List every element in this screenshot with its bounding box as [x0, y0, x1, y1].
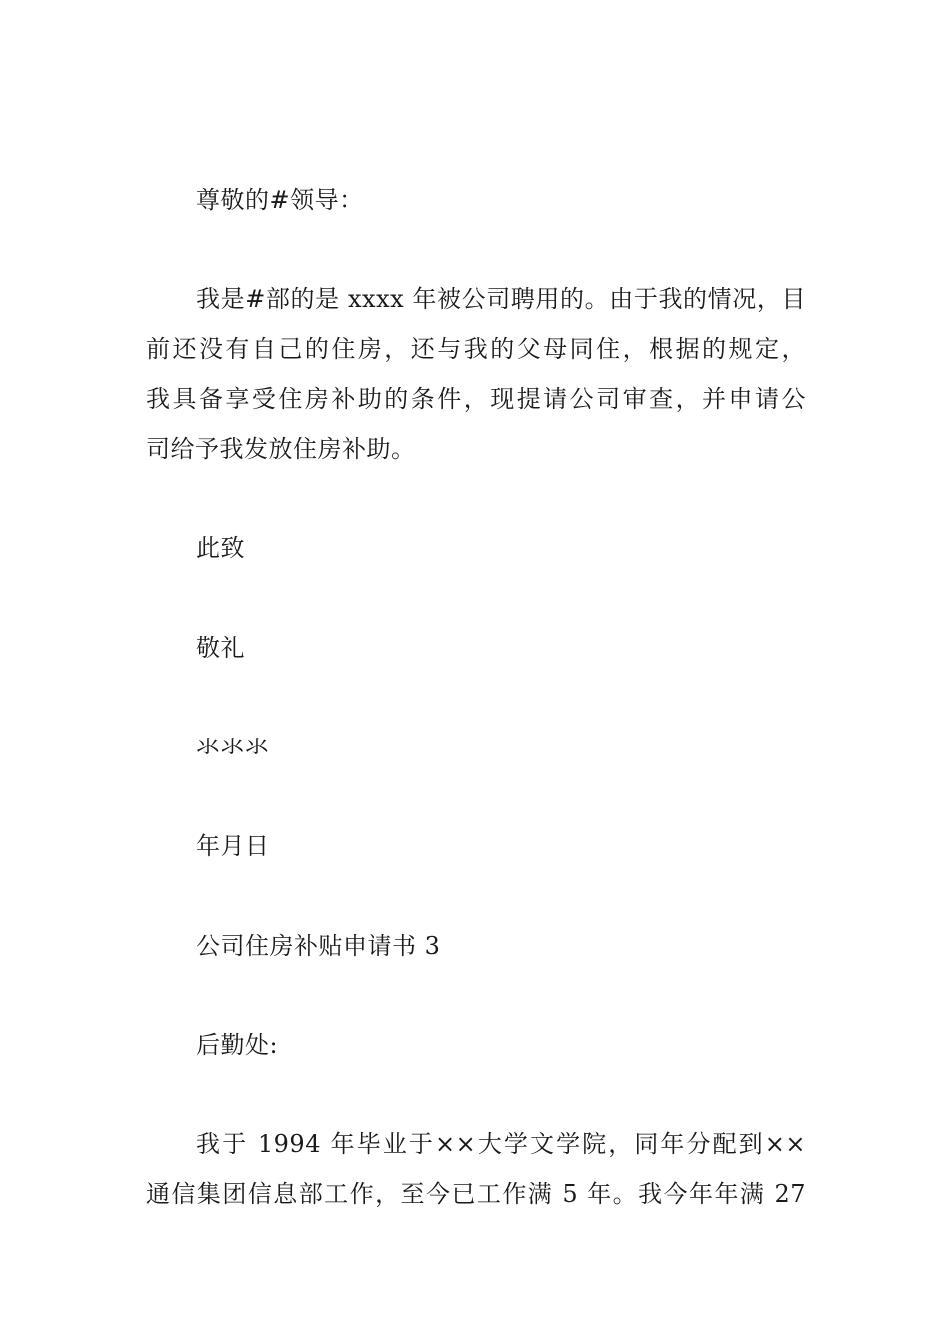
paragraph-line: 我于 1994 年毕业于××大学文学院，同年分配到××	[196, 1130, 806, 1158]
closing-line: 此致	[196, 534, 245, 562]
signature-line: 氺氺氺	[196, 733, 270, 761]
closing-line: 敬礼	[196, 634, 245, 662]
salutation: 尊敬的#领导：	[196, 186, 364, 214]
section-title: 公司住房补贴申请书 3	[196, 932, 441, 960]
date-line: 年月日	[196, 832, 270, 860]
paragraph-line: 通信集团信息部工作，至今已工作满 5 年。我今年年满 27	[146, 1180, 806, 1208]
salutation: 后勤处:	[196, 1031, 279, 1059]
paragraph-line: 司给予我发放住房补助。	[146, 435, 416, 463]
paragraph-line: 前还没有自己的住房，还与我的父母同住，根据的规定，	[146, 335, 806, 363]
paragraph-line: 我具备享受住房补助的条件，现提请公司审查，并申请公	[146, 385, 806, 413]
paragraph-line: 我是#部的是 xxxx 年被公司聘用的。由于我的情况，目	[196, 285, 806, 313]
